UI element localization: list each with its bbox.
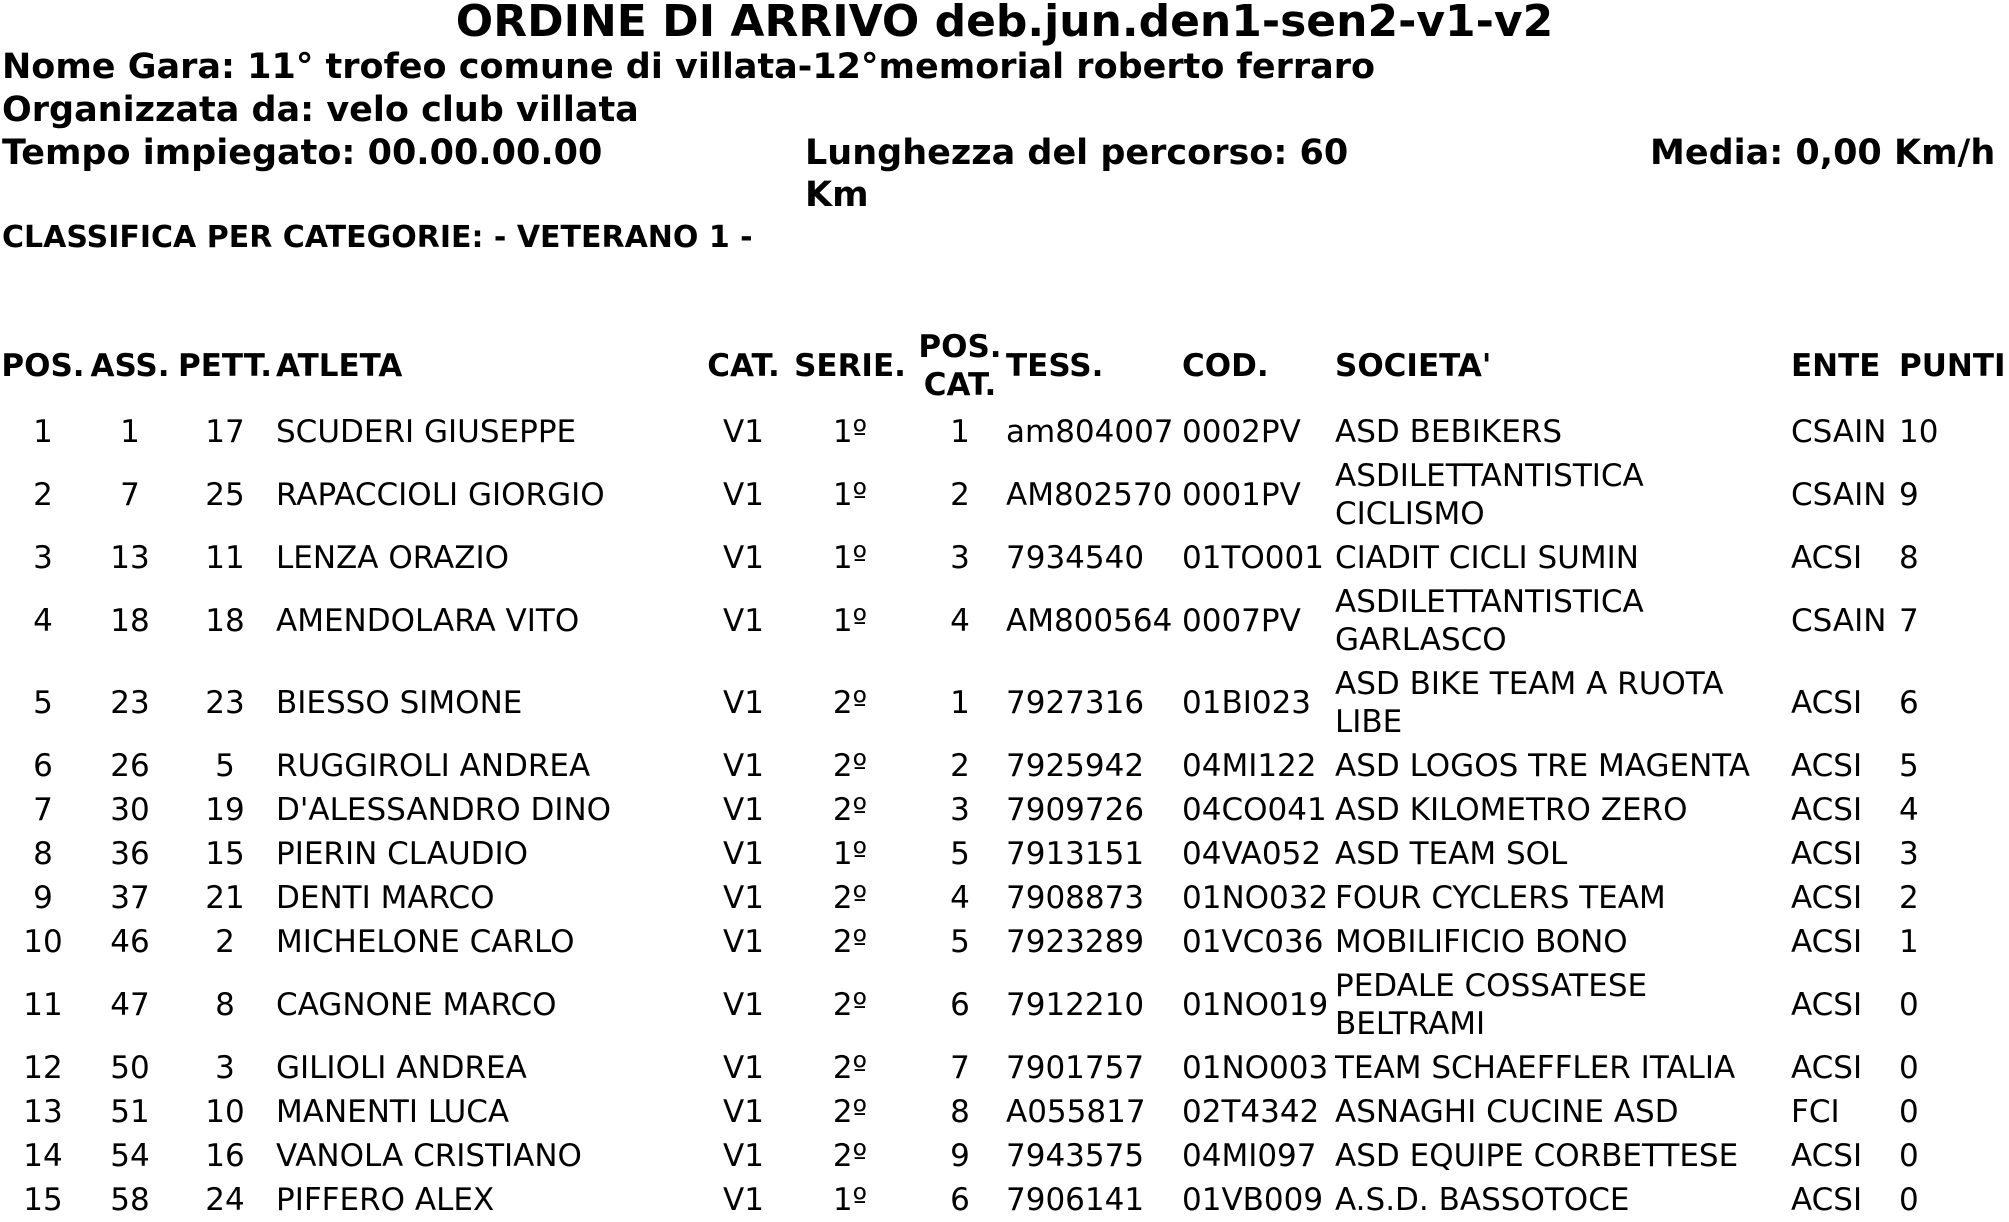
table-row — [0, 788, 2009, 832]
pos-cell: 4 — [33, 603, 53, 639]
ente-cell: CSAIN — [1791, 603, 1887, 639]
atleta-cell: D'ALESSANDRO DINO — [276, 792, 612, 828]
serie-cell: 2º — [832, 987, 868, 1023]
ass-cell: 18 — [110, 603, 150, 639]
punti-cell: 9 — [1899, 477, 1919, 513]
poscat-cell: 4 — [950, 603, 970, 639]
table-row — [0, 964, 2009, 1046]
serie-cell: 1º — [832, 1182, 868, 1218]
societa-cell: ASD LOGOS TRE MAGENTA — [1335, 748, 1750, 784]
cat-cell: V1 — [723, 477, 764, 513]
serie-cell: 2º — [832, 1050, 868, 1086]
column-header: POS. CAT. — [918, 329, 1002, 403]
cat-cell: V1 — [723, 987, 764, 1023]
column-header: CAT. — [707, 348, 780, 384]
pos-cell: 12 — [23, 1050, 63, 1086]
serie-cell: 1º — [832, 540, 868, 576]
ente-cell: ACSI — [1791, 1182, 1863, 1218]
cod-cell: 01NO003 — [1182, 1050, 1329, 1086]
pett-cell: 11 — [205, 540, 245, 576]
ass-cell: 50 — [110, 1050, 150, 1086]
cat-cell: V1 — [723, 603, 764, 639]
race-name: Nome Gara: 11° trofeo comune di villata-12°memorial roberto ferraro — [2, 47, 1376, 87]
poscat-cell: 5 — [950, 924, 970, 960]
table-row — [0, 920, 2009, 964]
tess-cell: 7906141 — [1006, 1182, 1145, 1218]
pos-cell: 8 — [33, 836, 53, 872]
table-row — [0, 662, 2009, 744]
cod-cell: 04MI122 — [1182, 748, 1317, 784]
table-row — [0, 1178, 2009, 1222]
tess-cell: 7912210 — [1006, 987, 1145, 1023]
pett-cell: 23 — [205, 685, 245, 721]
ente-cell: ACSI — [1791, 685, 1863, 721]
pett-cell: 24 — [205, 1182, 245, 1218]
atleta-cell: RAPACCIOLI GIORGIO — [276, 477, 605, 513]
ass-cell: 1 — [120, 414, 140, 450]
pett-cell: 21 — [205, 880, 245, 916]
poscat-cell: 9 — [950, 1138, 970, 1174]
punti-cell: 3 — [1899, 836, 1919, 872]
poscat-cell: 7 — [950, 1050, 970, 1086]
pos-cell: 15 — [23, 1182, 63, 1218]
cod-cell: 01NO032 — [1182, 880, 1329, 916]
table-row — [0, 876, 2009, 920]
ass-cell: 46 — [110, 924, 150, 960]
results-table — [0, 322, 2009, 1222]
punti-cell: 1 — [1899, 924, 1919, 960]
column-header: POS. — [1, 348, 85, 384]
pos-cell: 11 — [23, 987, 63, 1023]
cod-cell: 0007PV — [1182, 603, 1301, 639]
societa-cell: ASD BEBIKERS — [1335, 414, 1563, 450]
serie-cell: 2º — [832, 1138, 868, 1174]
tess-cell: 7934540 — [1006, 540, 1145, 576]
average-speed: Media: 0,00 Km/h — [1650, 133, 1996, 173]
ass-cell: 13 — [110, 540, 150, 576]
pos-cell: 5 — [33, 685, 53, 721]
table-row — [0, 454, 2009, 536]
tess-cell: 7925942 — [1006, 748, 1145, 784]
table-row — [0, 1134, 2009, 1178]
serie-cell: 2º — [832, 924, 868, 960]
tess-cell: AM802570 — [1006, 477, 1173, 513]
tess-cell: A055817 — [1006, 1094, 1146, 1130]
societa-cell: TEAM SCHAEFFLER ITALIA — [1335, 1050, 1736, 1086]
societa-cell: ASD KILOMETRO ZERO — [1335, 792, 1688, 828]
cat-cell: V1 — [723, 792, 764, 828]
table-row — [0, 1090, 2009, 1134]
pett-cell: 17 — [205, 414, 245, 450]
pett-cell: 15 — [205, 836, 245, 872]
ente-cell: ACSI — [1791, 1138, 1863, 1174]
serie-cell: 2º — [832, 685, 868, 721]
pos-cell: 14 — [23, 1138, 63, 1174]
cat-cell: V1 — [723, 836, 764, 872]
poscat-cell: 3 — [950, 792, 970, 828]
table-row — [0, 832, 2009, 876]
punti-cell: 6 — [1899, 685, 1919, 721]
ente-cell: ACSI — [1791, 540, 1863, 576]
cod-cell: 01VB009 — [1182, 1182, 1324, 1218]
punti-cell: 0 — [1899, 1050, 1919, 1086]
column-header: COD. — [1182, 348, 1269, 384]
cod-cell: 01NO019 — [1182, 987, 1329, 1023]
pett-cell: 25 — [205, 477, 245, 513]
cat-cell: V1 — [723, 748, 764, 784]
societa-cell: FOUR CYCLERS TEAM — [1335, 880, 1666, 916]
cat-cell: V1 — [723, 540, 764, 576]
punti-cell: 0 — [1899, 1138, 1919, 1174]
ass-cell: 47 — [110, 987, 150, 1023]
ass-cell: 54 — [110, 1138, 150, 1174]
atleta-cell: VANOLA CRISTIANO — [276, 1138, 582, 1174]
atleta-cell: AMENDOLARA VITO — [276, 603, 580, 639]
punti-cell: 8 — [1899, 540, 1919, 576]
serie-cell: 1º — [832, 414, 868, 450]
atleta-cell: PIERIN CLAUDIO — [276, 836, 529, 872]
cat-cell: V1 — [723, 1182, 764, 1218]
pett-cell: 16 — [205, 1138, 245, 1174]
column-header: SOCIETA' — [1335, 348, 1492, 384]
pos-cell: 13 — [23, 1094, 63, 1130]
atleta-cell: RUGGIROLI ANDREA — [276, 748, 591, 784]
pos-cell: 3 — [33, 540, 53, 576]
serie-cell: 1º — [832, 477, 868, 513]
ente-cell: CSAIN — [1791, 414, 1887, 450]
atleta-cell: PIFFERO ALEX — [276, 1182, 495, 1218]
column-header: SERIE. — [794, 348, 906, 384]
punti-cell: 7 — [1899, 603, 1919, 639]
atleta-cell: MANENTI LUCA — [276, 1094, 510, 1130]
ente-cell: CSAIN — [1791, 477, 1887, 513]
societa-cell: ASD BIKE TEAM A RUOTA LIBE — [1335, 666, 1724, 740]
societa-cell: PEDALE COSSATESE BELTRAMI — [1335, 968, 1648, 1042]
societa-cell: ASNAGHI CUCINE ASD — [1335, 1094, 1679, 1130]
cat-cell: V1 — [723, 414, 764, 450]
pos-cell: 6 — [33, 748, 53, 784]
tess-cell: am804007 — [1006, 414, 1174, 450]
serie-cell: 2º — [832, 748, 868, 784]
pos-cell: 2 — [33, 477, 53, 513]
page-title: ORDINE DI ARRIVO deb.jun.den1-sen2-v1-v2 — [455, 0, 1554, 47]
societa-cell: CIADIT CICLI SUMIN — [1335, 540, 1639, 576]
cat-cell: V1 — [723, 924, 764, 960]
atleta-cell: BIESSO SIMONE — [276, 685, 523, 721]
tess-cell: 7901757 — [1006, 1050, 1145, 1086]
column-header: ASS. — [90, 348, 170, 384]
pos-cell: 9 — [33, 880, 53, 916]
serie-cell: 1º — [832, 836, 868, 872]
table-row — [0, 744, 2009, 788]
poscat-cell: 2 — [950, 477, 970, 513]
tess-cell: 7923289 — [1006, 924, 1145, 960]
table-row — [0, 536, 2009, 580]
poscat-cell: 1 — [950, 414, 970, 450]
column-header: ENTE — [1791, 348, 1881, 384]
punti-cell: 10 — [1899, 414, 1939, 450]
cod-cell: 01VC036 — [1182, 924, 1324, 960]
poscat-cell: 1 — [950, 685, 970, 721]
atleta-cell: SCUDERI GIUSEPPE — [276, 414, 577, 450]
ente-cell: ACSI — [1791, 836, 1863, 872]
time-elapsed: Tempo impiegato: 00.00.00.00 — [2, 133, 603, 173]
punti-cell: 0 — [1899, 987, 1919, 1023]
course-length: Lunghezza del percorso: 60 Km — [805, 133, 1349, 215]
pett-cell: 5 — [215, 748, 235, 784]
poscat-cell: 2 — [950, 748, 970, 784]
ass-cell: 7 — [120, 477, 140, 513]
serie-cell: 2º — [832, 880, 868, 916]
cod-cell: 01BI023 — [1182, 685, 1312, 721]
poscat-cell: 6 — [950, 987, 970, 1023]
cat-cell: V1 — [723, 685, 764, 721]
atleta-cell: CAGNONE MARCO — [276, 987, 557, 1023]
societa-cell: ASD TEAM SOL — [1335, 836, 1568, 872]
poscat-cell: 8 — [950, 1094, 970, 1130]
ass-cell: 37 — [110, 880, 150, 916]
ente-cell: ACSI — [1791, 880, 1863, 916]
punti-cell: 2 — [1899, 880, 1919, 916]
societa-cell: ASDILETTANTISTICA GARLASCO — [1335, 584, 1644, 658]
column-header: TESS. — [1006, 348, 1104, 384]
cod-cell: 0002PV — [1182, 414, 1301, 450]
poscat-cell: 6 — [950, 1182, 970, 1218]
poscat-cell: 5 — [950, 836, 970, 872]
table-row — [0, 410, 2009, 454]
cat-cell: V1 — [723, 880, 764, 916]
column-header: PETT. — [178, 348, 272, 384]
cod-cell: 02T4342 — [1182, 1094, 1320, 1130]
poscat-cell: 3 — [950, 540, 970, 576]
cod-cell: 0001PV — [1182, 477, 1301, 513]
serie-cell: 1º — [832, 603, 868, 639]
atleta-cell: GILIOLI ANDREA — [276, 1050, 527, 1086]
tess-cell: 7943575 — [1006, 1138, 1145, 1174]
table-body — [0, 410, 2009, 1222]
punti-cell: 0 — [1899, 1094, 1919, 1130]
ass-cell: 26 — [110, 748, 150, 784]
ente-cell: ACSI — [1791, 924, 1863, 960]
punti-cell: 5 — [1899, 748, 1919, 784]
tess-cell: 7927316 — [1006, 685, 1145, 721]
cod-cell: 04VA052 — [1182, 836, 1322, 872]
pett-cell: 19 — [205, 792, 245, 828]
tess-cell: 7909726 — [1006, 792, 1145, 828]
ass-cell: 36 — [110, 836, 150, 872]
ente-cell: ACSI — [1791, 1050, 1863, 1086]
atleta-cell: DENTI MARCO — [276, 880, 495, 916]
pett-cell: 2 — [215, 924, 235, 960]
cat-cell: V1 — [723, 1094, 764, 1130]
ente-cell: ACSI — [1791, 792, 1863, 828]
ass-cell: 23 — [110, 685, 150, 721]
societa-cell: MOBILIFICIO BONO — [1335, 924, 1628, 960]
punti-cell: 0 — [1899, 1182, 1919, 1218]
ass-cell: 30 — [110, 792, 150, 828]
cod-cell: 01TO001 — [1182, 540, 1324, 576]
ass-cell: 51 — [110, 1094, 150, 1130]
pos-cell: 7 — [33, 792, 53, 828]
pos-cell: 1 — [33, 414, 53, 450]
cat-cell: V1 — [723, 1138, 764, 1174]
serie-cell: 2º — [832, 1094, 868, 1130]
societa-cell: A.S.D. BASSOTOCE — [1335, 1182, 1630, 1218]
column-header: PUNTI — [1899, 348, 2006, 384]
societa-cell: ASD EQUIPE CORBETTESE — [1335, 1138, 1739, 1174]
punti-cell: 4 — [1899, 792, 1919, 828]
societa-cell: ASDILETTANTISTICA CICLISMO — [1335, 458, 1644, 532]
table-header-row — [0, 322, 2009, 410]
serie-cell: 2º — [832, 792, 868, 828]
poscat-cell: 4 — [950, 880, 970, 916]
cod-cell: 04MI097 — [1182, 1138, 1317, 1174]
table-row — [0, 580, 2009, 662]
tess-cell: 7908873 — [1006, 880, 1145, 916]
pett-cell: 18 — [205, 603, 245, 639]
ente-cell: FCI — [1791, 1094, 1840, 1130]
pett-cell: 3 — [215, 1050, 235, 1086]
ass-cell: 58 — [110, 1182, 150, 1218]
ente-cell: ACSI — [1791, 987, 1863, 1023]
organizer: Organizzata da: velo club villata — [2, 90, 639, 130]
tess-cell: AM800564 — [1006, 603, 1173, 639]
pett-cell: 10 — [205, 1094, 245, 1130]
column-header: ATLETA — [276, 348, 403, 384]
pos-cell: 10 — [23, 924, 63, 960]
cod-cell: 04CO041 — [1182, 792, 1327, 828]
atleta-cell: LENZA ORAZIO — [276, 540, 510, 576]
ente-cell: ACSI — [1791, 748, 1863, 784]
category-ranking-title: CLASSIFICA PER CATEGORIE: - VETERANO 1 - — [2, 220, 753, 255]
cat-cell: V1 — [723, 1050, 764, 1086]
tess-cell: 7913151 — [1006, 836, 1145, 872]
atleta-cell: MICHELONE CARLO — [276, 924, 575, 960]
pett-cell: 8 — [215, 987, 235, 1023]
table-row — [0, 1046, 2009, 1090]
